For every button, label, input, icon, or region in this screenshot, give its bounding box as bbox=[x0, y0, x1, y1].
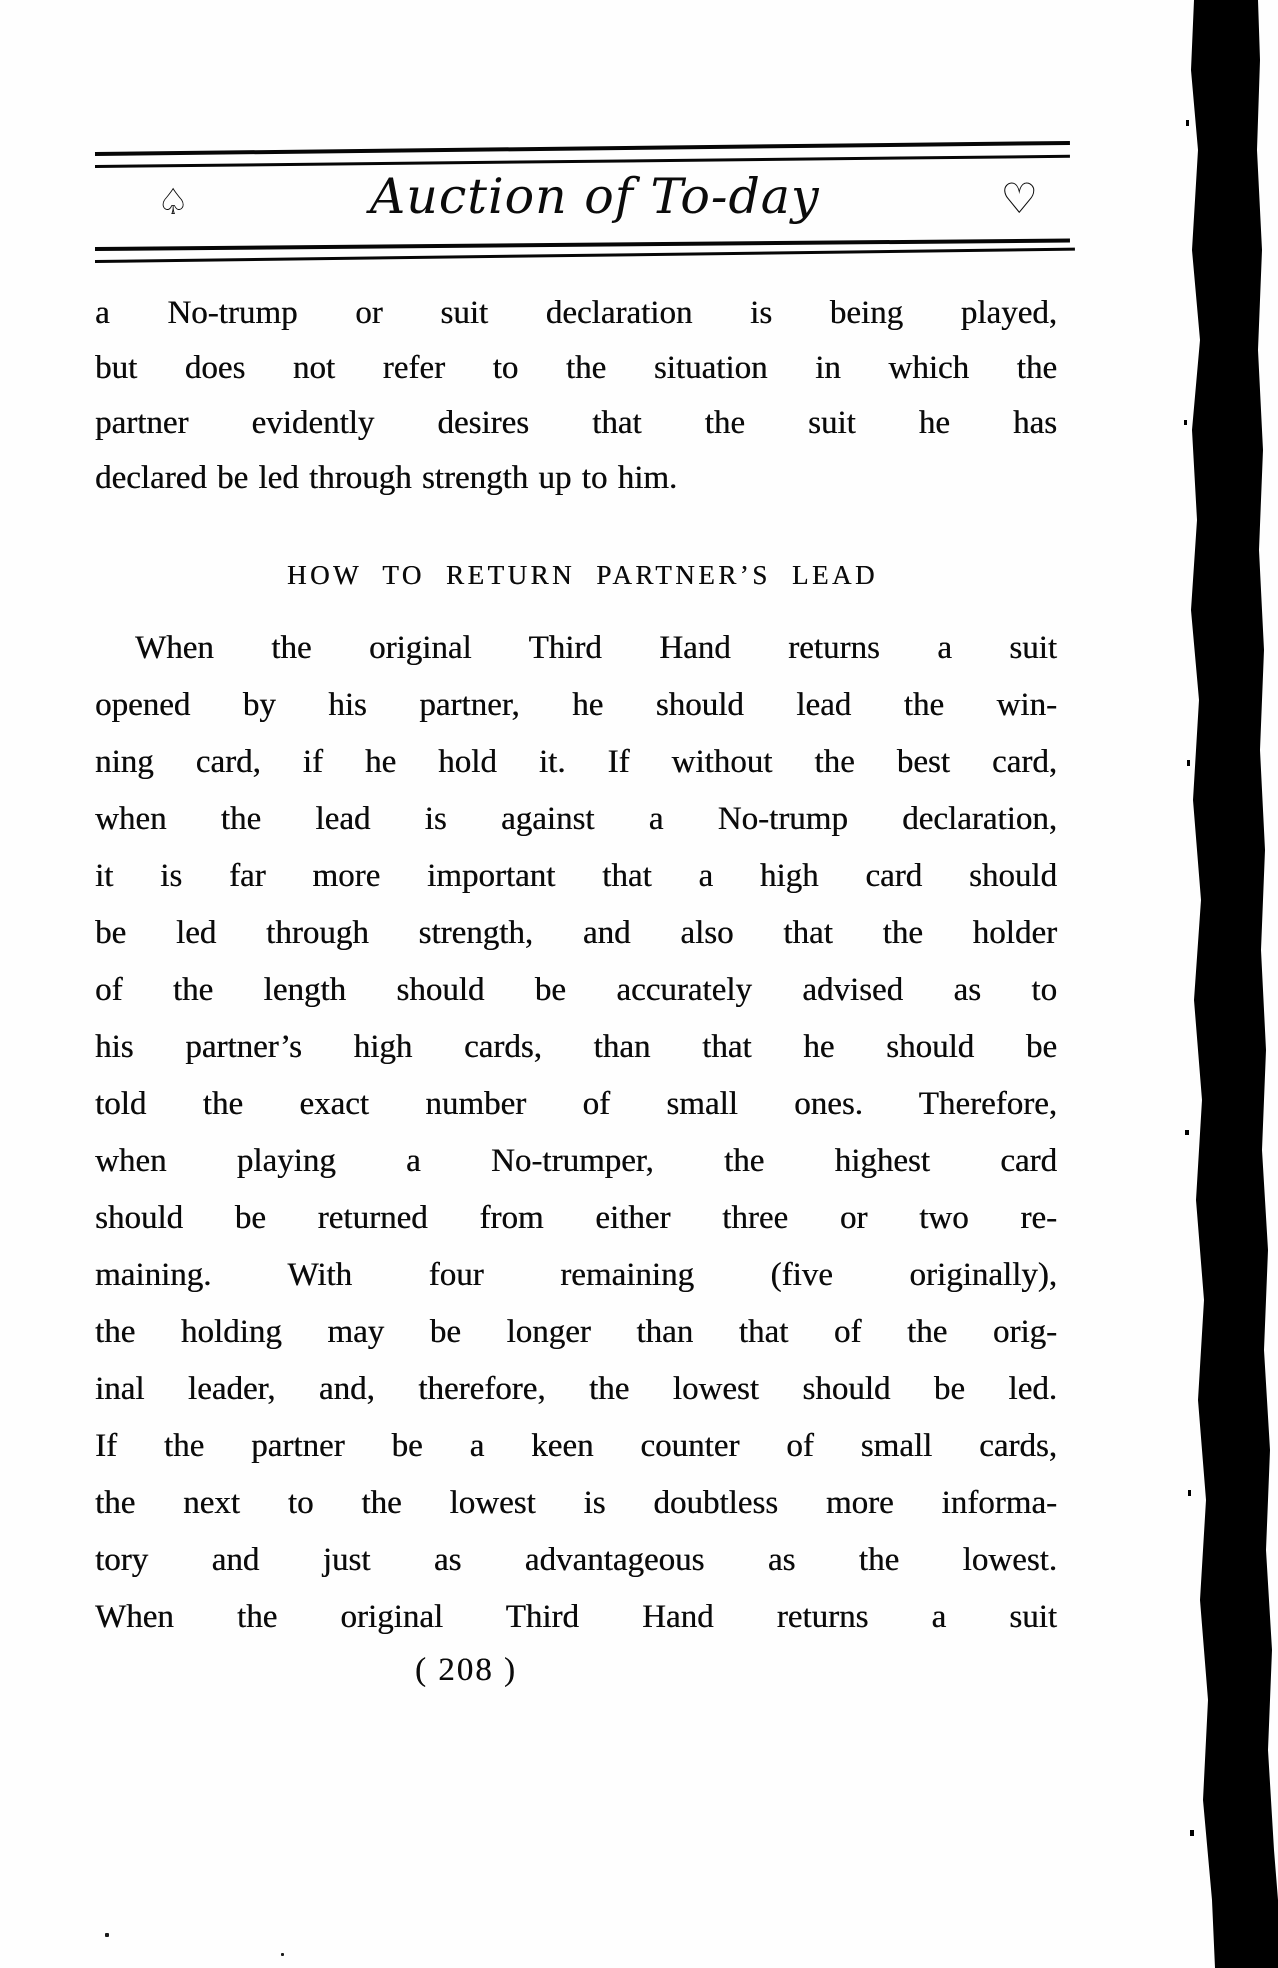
scan-gutter-shadow bbox=[1178, 0, 1278, 1968]
ink-speck bbox=[105, 1933, 109, 1937]
text-line: but does not refer to the situation in which the bbox=[95, 350, 1057, 386]
page-number: ( 208 ) bbox=[415, 1652, 517, 1688]
text-line: of the length should be accurately advised as to bbox=[95, 972, 1057, 1008]
header-rule-bottom-2 bbox=[95, 248, 1075, 263]
text-line: his partner’s high cards, than that he should be bbox=[95, 1029, 1057, 1065]
text-line: told the exact number of small ones. Therefore, bbox=[95, 1086, 1057, 1122]
text-line: ning card, if he hold it. If without the best card, bbox=[95, 744, 1057, 780]
text-line: the holding may be longer than that of the orig- bbox=[95, 1314, 1057, 1350]
text-line: If the partner be a keen counter of small cards, bbox=[95, 1428, 1057, 1464]
text-line: the next to the lowest is doubtless more informa- bbox=[95, 1485, 1057, 1521]
text-line: inal leader, and, therefore, the lowest should be led. bbox=[95, 1371, 1057, 1407]
heart-suit-icon: ♡ bbox=[1000, 173, 1038, 223]
ink-speck bbox=[281, 1953, 284, 1956]
text-line: it is far more important that a high card should bbox=[95, 858, 1057, 894]
paragraph-1 bbox=[95, 286, 1057, 506]
running-title: Auction of To-day bbox=[369, 167, 820, 225]
spade-suit-icon: ♤ bbox=[157, 181, 190, 223]
text-line: When the original Third Hand returns a suit bbox=[95, 1599, 1057, 1635]
text-line: be led through strength, and also that the holder bbox=[95, 915, 1057, 951]
text-line: opened by his partner, he should lead the win- bbox=[95, 687, 1057, 723]
header-rule-top-1 bbox=[95, 141, 1070, 156]
text-line: partner evidently desires that the suit he has bbox=[95, 405, 1057, 441]
text-line: tory and just as advantageous as the lowest. bbox=[95, 1542, 1057, 1578]
paragraph-2 bbox=[95, 620, 1057, 1646]
text-line: a No-trump or suit declaration is being played, bbox=[95, 295, 1057, 331]
page-header bbox=[95, 160, 1070, 230]
text-line: declared be led through strength up to him. bbox=[95, 460, 678, 496]
section-heading: HOW TO RETURN PARTNER’S LEAD bbox=[287, 560, 878, 590]
text-line: should be returned from either three or two re- bbox=[95, 1200, 1057, 1236]
text-line: When the original Third Hand returns a suit bbox=[135, 630, 1057, 666]
text-line: when playing a No-trumper, the highest card bbox=[95, 1143, 1057, 1179]
text-line: when the lead is against a No-trump declaration, bbox=[95, 801, 1057, 837]
text-line: maining. With four remaining (five originally), bbox=[95, 1257, 1057, 1293]
